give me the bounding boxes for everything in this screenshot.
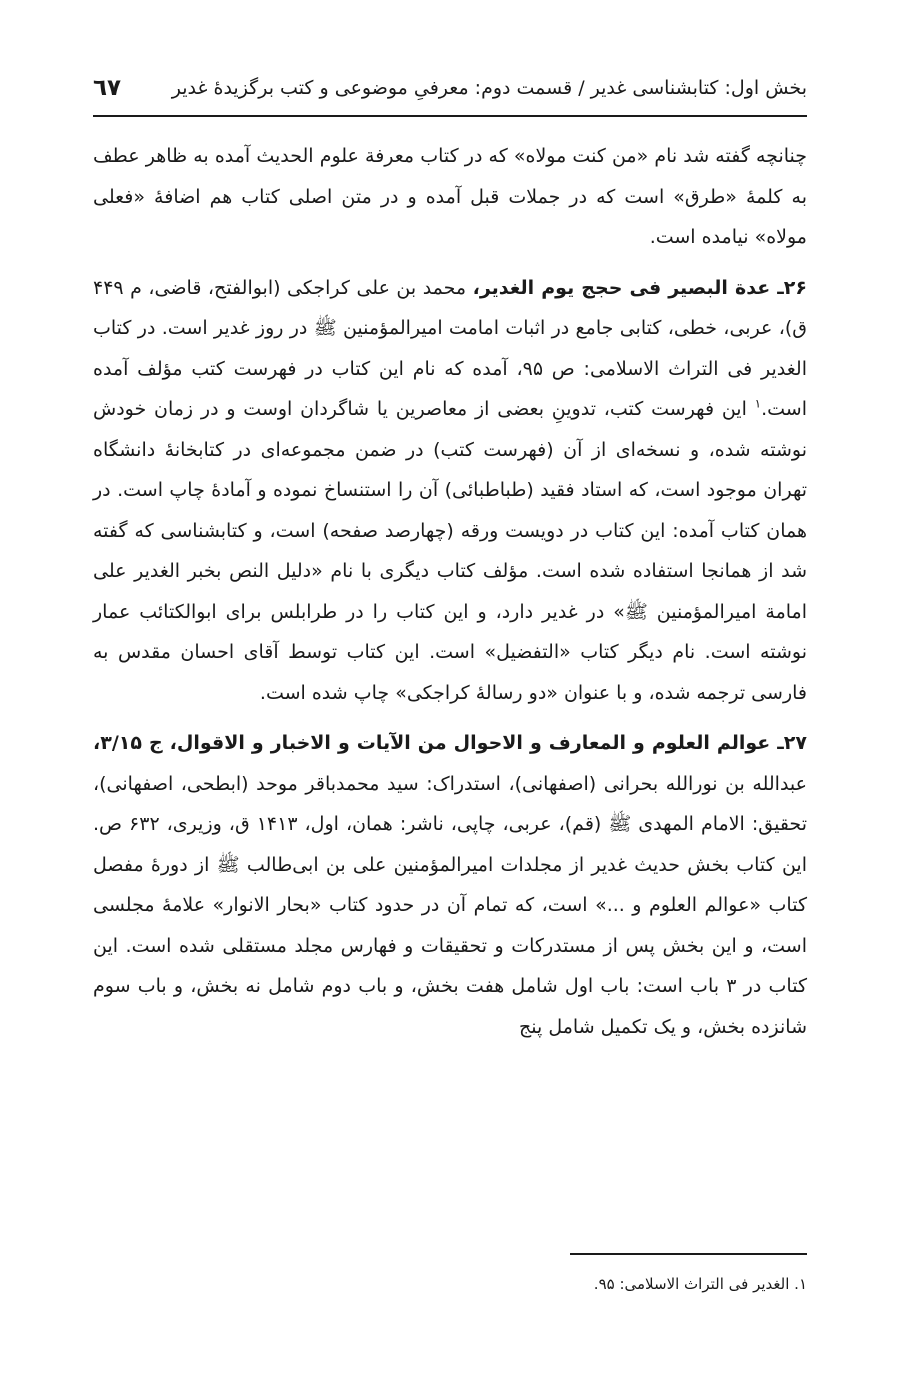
- entry-26-heading: ۲۶ـ عدة البصیر فی حجج یوم الغدیر،: [472, 276, 807, 299]
- page-header: [93, 70, 807, 106]
- entry-26: [93, 268, 807, 714]
- running-title: بخش اول: کتابشناسی غدیر / قسمت دوم: معرفیِ موضوعی و کتب برگزیدهٔ غدیر: [171, 77, 807, 99]
- intro-paragraph: چنانچه گفته شد نام «من کنت مولاه» که در کتاب معرفة علوم الحدیث آمده به ظاهر عطف به کلمهٔ «طرق» است که در جملات قبل آمده و در متن اصلی کتاب هم اضافهٔ «فعلی مولاه» نیامده است.: [93, 145, 807, 248]
- entry-27-heading: ۲۷ـ عوالم العلوم و المعارف و الاحوال من الآیات و الاخبار و الاقوال، ج ۳/۱۵،: [93, 732, 807, 754]
- entry-26-text-before-note: محمد بن علی کراجکی (ابوالفتح، قاضی، م ۴۴۹ ق)، عربی، خطی، کتابی جامع در اثبات امامت امیرالمؤمنین ﷺ در روز غدیر است. در کتاب الغدیر فی التراث الاسلامی: ص ۹۵، آمده که نام این کتاب در فهرست کتب مؤلف آمده است.: [93, 276, 807, 420]
- footnote-reference[interactable]: ۱: [754, 396, 762, 411]
- footnote: ۱. الغدیر فی التراث الاسلامی: ۹۵.: [593, 1275, 807, 1293]
- footnote-divider: [570, 1253, 807, 1255]
- header-divider: [93, 115, 807, 117]
- entry-27: [93, 723, 807, 1047]
- entry-27-text: عبدالله بن نورالله بحرانی (اصفهانی)، استدراک: سید محمدباقر موحد (ابطحی، اصفهانی)، تحقیق: الامام المهدی ﷺ (قم)، عربی، چاپی، ناشر: همان، اول، ۱۴۱۳ ق، وزیری، ۶۳۲ ص. این کتاب بخش حدیث غدیر از مجلدات امیرالمؤمنین علی بن ابی‌طالب ﷺ از دورهٔ مفصل کتاب «عوالم العلوم و ...» است، که تمام آن در حدود کتاب «بحار الانوار» علامهٔ مجلسی است، و این بخش پس از مستدرکات و تحقیقات و فهارس مجلد مستقلی شده است. این کتاب در ۳ باب است: باب اول شامل هفت بخش، و باب دوم شامل نه بخش، و باب سوم شانزده بخش، و یک تکمیل شامل پنج: [93, 772, 807, 1038]
- page-number: ٦٧: [93, 75, 122, 101]
- page-body: [93, 136, 807, 1047]
- entry-26-text-after-note: این فهرست کتب، تدوینِ بعضی از معاصرین یا شاگردان اوست و در زمان خودش نوشته شده، و نسخه‌ای از آن (فهرست کتب) در ضمن مجموعه‌ای در کتابخانهٔ دانشگاه تهران موجود است، که استاد فقید (طباطبائی) آن را استنساخ نموده و آمادهٔ چاپ است. در همان کتاب آمده: این کتاب در دویست ورقه (چهارصد صفحه) است، و کتابشناسی که گفته شد از همانجا استفاده شده است. مؤلف کتاب دیگری با نام «دلیل النص بخبر الغدیر علی امامة امیرالمؤمنین ﷺ» در غدیر دارد، و این کتاب را در طرابلس برای ابوالکتائب عمار نوشته است. نام دیگر کتاب «التفضیل» است. این کتاب توسط آقای احسان مقدس به فارسی ترجمه شده، و با عنوان «دو رسالهٔ کراجکی» چاپ شده است.: [93, 398, 807, 704]
